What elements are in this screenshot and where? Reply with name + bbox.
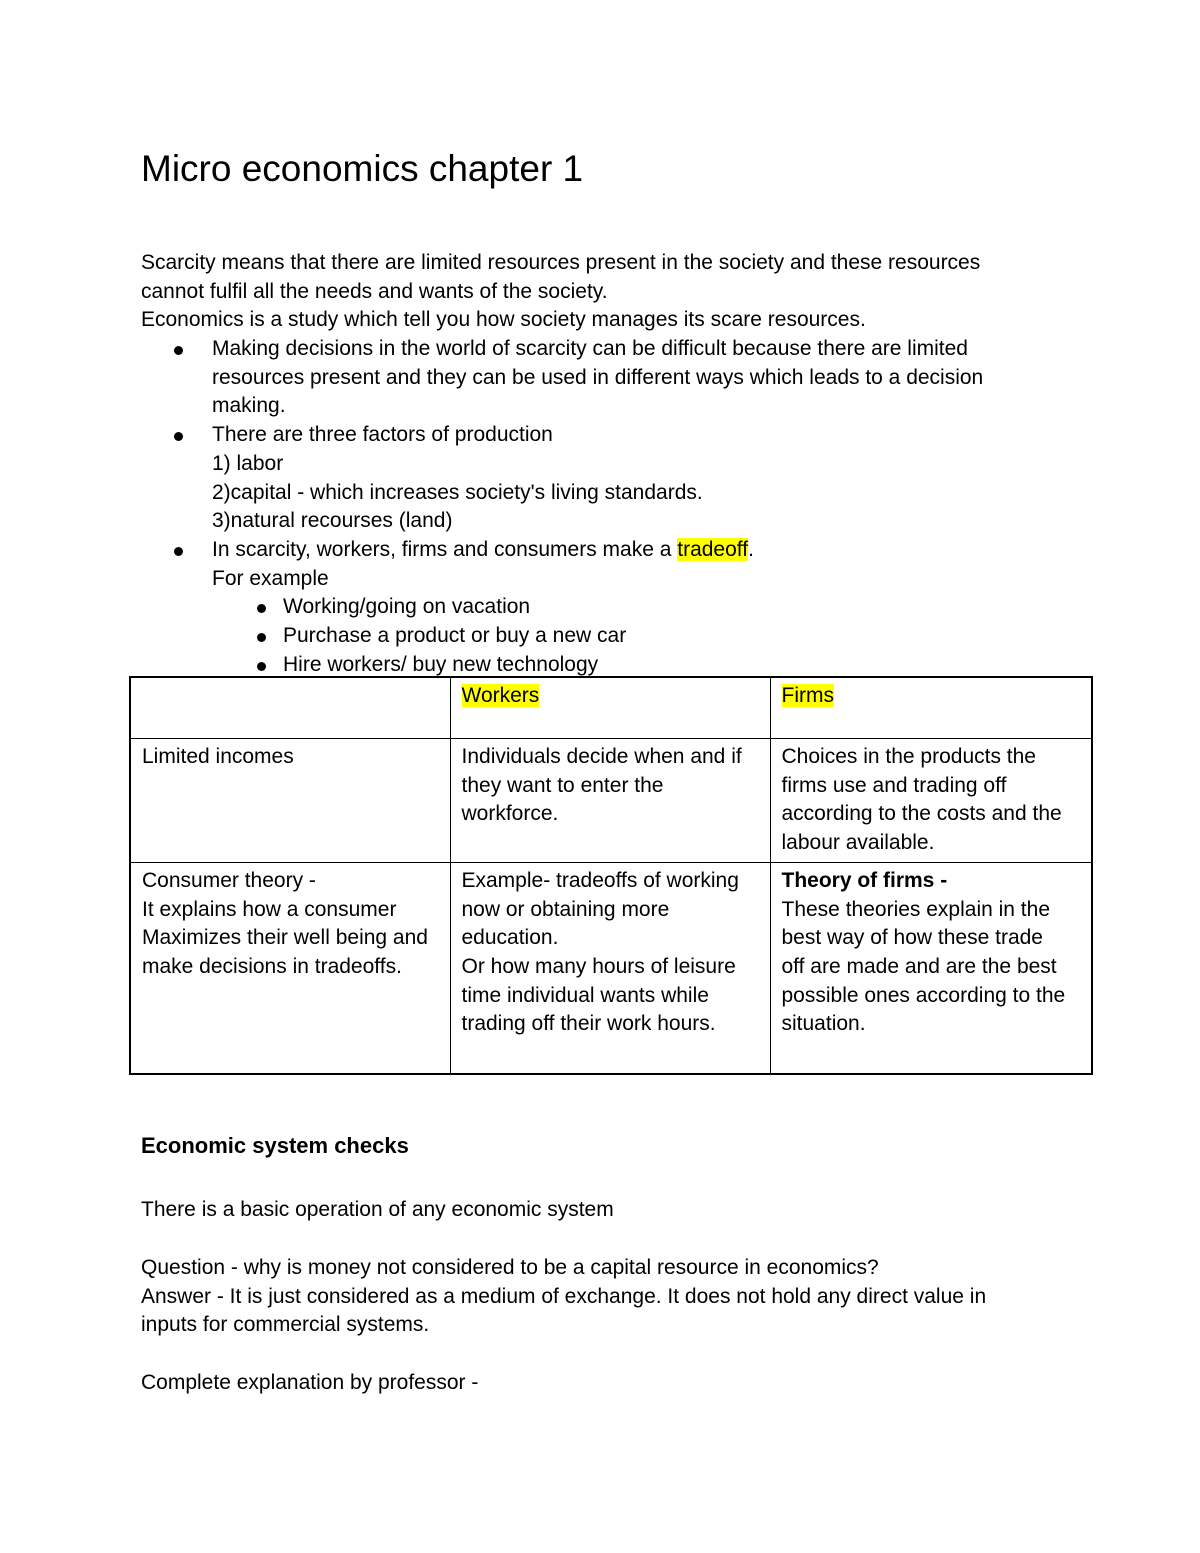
closing-paragraph: Complete explanation by professor - xyxy=(141,1371,479,1394)
bullet-text: making. xyxy=(212,394,286,418)
cell-line: Individuals decide when and if xyxy=(461,745,742,768)
header-firms: Firms xyxy=(781,684,834,707)
table-row xyxy=(130,739,1092,863)
intro-line-1: Scarcity means that there are limited resources present in the society and these resources xyxy=(141,251,981,274)
cell-line: situation. xyxy=(781,1012,866,1036)
bullet-dot-icon xyxy=(257,662,266,671)
cell-line: Consumer theory - xyxy=(142,868,316,892)
intro-line-2: cannot fulfil all the needs and wants of the society. xyxy=(141,279,608,303)
table-row xyxy=(130,677,1092,739)
table-cell xyxy=(450,677,770,739)
bullet-item-decisions xyxy=(141,335,1101,421)
sub-bullet-item xyxy=(212,593,1101,622)
table-cell xyxy=(450,739,770,863)
table-row xyxy=(130,862,1092,1074)
bullet-dot-icon xyxy=(174,346,183,355)
cell-line: Or how many hours of leisure xyxy=(461,954,736,978)
page-title: Micro economics chapter 1 xyxy=(141,148,584,189)
cell-line: workforce. xyxy=(461,802,559,826)
cell-line: education. xyxy=(461,926,559,950)
bullet-list xyxy=(141,335,1101,679)
cell-line: now or obtaining more xyxy=(461,897,670,921)
table-cell xyxy=(130,739,450,863)
cell-line: labour available. xyxy=(781,831,935,855)
cell-line: trading off their work hours. xyxy=(461,1012,716,1036)
sub-bullet-list xyxy=(212,593,1101,679)
bullet-text: 2)capital - which increases society's living standards. xyxy=(212,480,703,504)
bullet-text xyxy=(212,536,1101,565)
section-paragraph: There is a basic operation of any economic system xyxy=(141,1198,614,1221)
bullet-item-tradeoff xyxy=(141,536,1101,680)
cell-line: Limited incomes xyxy=(142,745,294,768)
bullet-item-factors xyxy=(141,421,1101,536)
table-cell xyxy=(130,862,450,1074)
cell-line: Maximizes their well being and xyxy=(142,926,428,950)
bullet-dot-icon xyxy=(174,432,183,441)
tradeoff-text-pre: In scarcity, workers, firms and consumers make a xyxy=(212,537,678,561)
bullet-text: For example xyxy=(212,566,329,590)
tradeoff-text-post: . xyxy=(748,537,754,561)
answer-text: inputs for commercial systems. xyxy=(141,1313,430,1337)
sub-bullet-text: Purchase a product or buy a new car xyxy=(283,624,627,648)
cell-line: Example- tradeoffs of working xyxy=(461,868,739,892)
table-cell xyxy=(130,677,450,739)
bullet-text: 1) labor xyxy=(212,451,284,475)
sub-bullet-text: Working/going on vacation xyxy=(283,595,531,619)
cell-line: These theories explain in the xyxy=(781,897,1050,921)
bullet-dot-icon xyxy=(257,633,266,642)
intro-paragraph xyxy=(141,249,980,335)
table-cell xyxy=(770,739,1092,863)
bullet-text: Making decisions in the world of scarcity can be difficult because there are limited xyxy=(212,337,968,360)
bullet-dot-icon xyxy=(257,604,266,613)
table-cell xyxy=(770,677,1092,739)
question-answer xyxy=(141,1254,986,1340)
cell-line: time individual wants while xyxy=(461,983,709,1007)
comparison-table xyxy=(129,676,1093,1075)
cell-line: make decisions in tradeoffs. xyxy=(142,954,402,978)
section-heading: Economic system checks xyxy=(141,1133,409,1158)
cell-line: Choices in the products the xyxy=(781,745,1036,768)
header-workers: Workers xyxy=(461,684,540,707)
cell-line: Theory of firms - xyxy=(781,868,948,892)
intro-line-3: Economics is a study which tell you how society manages its scare resources. xyxy=(141,308,866,332)
cell-line: firms use and trading off xyxy=(781,773,1007,797)
bullet-dot-icon xyxy=(174,547,183,556)
bullet-text: There are three factors of production xyxy=(212,423,553,447)
answer-text: Answer - It is just considered as a medium of exchange. It does not hold any direct value in xyxy=(141,1284,987,1308)
bullet-text: 3)natural recourses (land) xyxy=(212,509,453,533)
table-cell xyxy=(450,862,770,1074)
table-cell xyxy=(770,862,1092,1074)
cell-line: they want to enter the xyxy=(461,773,664,797)
cell-line: It explains how a consumer xyxy=(142,897,397,921)
sub-bullet-item xyxy=(212,622,1101,651)
sub-bullet-text: Hire workers/ buy new technology xyxy=(283,652,599,676)
cell-line: according to the costs and the xyxy=(781,802,1062,826)
tradeoff-highlight: tradeoff xyxy=(677,537,749,561)
bullet-text: resources present and they can be used in different ways which leads to a decision xyxy=(212,365,984,389)
cell-line: best way of how these trade xyxy=(781,926,1043,950)
cell-line: possible ones according to the xyxy=(781,983,1066,1007)
question-text: Question - why is money not considered to be a capital resource in economics? xyxy=(141,1256,879,1279)
cell-line: off are made and are the best xyxy=(781,954,1057,978)
